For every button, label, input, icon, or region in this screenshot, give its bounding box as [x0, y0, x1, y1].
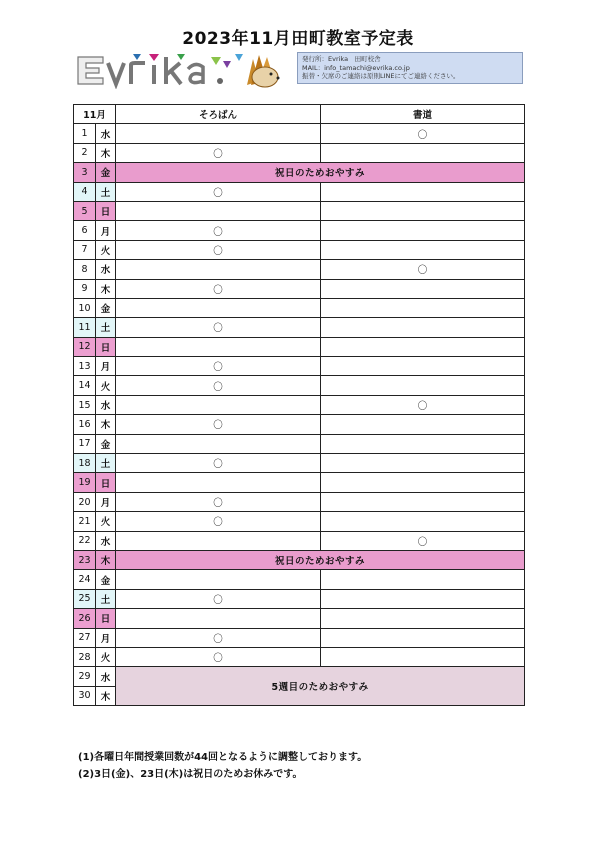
- table-row: [74, 337, 525, 356]
- weekday: 月: [96, 357, 116, 376]
- table-row: [74, 415, 525, 434]
- table-row: [74, 512, 525, 531]
- weekday: 水: [96, 260, 116, 279]
- shodo-cell: [321, 589, 525, 608]
- day-number: 10: [74, 298, 96, 317]
- weekday: 日: [96, 609, 116, 628]
- soroban-cell: 〇: [116, 240, 321, 259]
- day-number: 20: [74, 492, 96, 511]
- weekday: 火: [96, 376, 116, 395]
- table-row: [74, 143, 525, 162]
- shodo-cell: [321, 279, 525, 298]
- soroban-cell: [116, 201, 321, 220]
- weekday: 火: [96, 512, 116, 531]
- day-number: 8: [74, 260, 96, 279]
- shodo-cell: [321, 240, 525, 259]
- info-publisher: 発行所：Evrika 田町校舎: [302, 55, 381, 63]
- soroban-cell: [116, 395, 321, 414]
- info-contact-note: 振替・欠席のご連絡は原則LINEにてご連絡ください。: [302, 72, 460, 80]
- day-number: 6: [74, 221, 96, 240]
- info-email: MAIL：info_tamachi@evrika.co.jp: [302, 63, 410, 72]
- shodo-cell: [321, 609, 525, 628]
- soroban-cell: 〇: [116, 143, 321, 162]
- footnotes: [78, 749, 367, 783]
- contact-info-box: [297, 52, 523, 84]
- weekday: 日: [96, 473, 116, 492]
- weekday: 木: [96, 143, 116, 162]
- shodo-cell: 〇: [321, 260, 525, 279]
- table-row: [74, 201, 525, 220]
- shodo-cell: [321, 201, 525, 220]
- shodo-cell: 〇: [321, 531, 525, 550]
- weekday: 土: [96, 318, 116, 337]
- weekday: 金: [96, 570, 116, 589]
- shodo-cell: [321, 434, 525, 453]
- evrika-logo-graphic: [75, 51, 283, 89]
- table-row: [74, 531, 525, 550]
- shodo-cell: [321, 376, 525, 395]
- shodo-cell: [321, 357, 525, 376]
- weekday: 水: [96, 667, 116, 686]
- day-number: 1: [74, 124, 96, 143]
- weekday: 水: [96, 531, 116, 550]
- table-row: [74, 454, 525, 473]
- weekday: 土: [96, 589, 116, 608]
- table-row: [74, 434, 525, 453]
- weekday: 金: [96, 434, 116, 453]
- soroban-cell: [116, 570, 321, 589]
- header-soroban: そろばん: [116, 105, 321, 124]
- day-number: 23: [74, 550, 96, 569]
- weekday: 木: [96, 686, 116, 705]
- day-number: 13: [74, 357, 96, 376]
- table-row: [74, 182, 525, 201]
- fifth-week-note: 5週目のためおやすみ: [116, 667, 525, 706]
- table-row: [74, 628, 525, 647]
- weekday: 木: [96, 415, 116, 434]
- day-number: 28: [74, 647, 96, 666]
- soroban-cell: 〇: [116, 492, 321, 511]
- table-row: [74, 647, 525, 666]
- soroban-cell: 〇: [116, 628, 321, 647]
- table-row: [74, 667, 525, 686]
- holiday-note: 祝日のためおやすみ: [116, 550, 525, 569]
- soroban-cell: 〇: [116, 415, 321, 434]
- day-number: 17: [74, 434, 96, 453]
- day-number: 11: [74, 318, 96, 337]
- soroban-cell: [116, 434, 321, 453]
- day-number: 27: [74, 628, 96, 647]
- table-row: [74, 221, 525, 240]
- shodo-cell: [321, 143, 525, 162]
- weekday: 水: [96, 124, 116, 143]
- header-month: 11月: [74, 105, 116, 124]
- day-number: 12: [74, 337, 96, 356]
- shodo-cell: [321, 415, 525, 434]
- day-number: 30: [74, 686, 96, 705]
- table-row: [74, 318, 525, 337]
- weekday: 木: [96, 279, 116, 298]
- soroban-cell: [116, 531, 321, 550]
- evrika-logo: [75, 51, 283, 89]
- shodo-cell: [321, 570, 525, 589]
- weekday: 日: [96, 201, 116, 220]
- day-number: 16: [74, 415, 96, 434]
- shodo-cell: [321, 298, 525, 317]
- weekday: 月: [96, 221, 116, 240]
- weekday: 月: [96, 628, 116, 647]
- soroban-cell: 〇: [116, 376, 321, 395]
- shodo-cell: [321, 492, 525, 511]
- shodo-cell: [321, 473, 525, 492]
- table-row: [74, 357, 525, 376]
- weekday: 月: [96, 492, 116, 511]
- table-row: [74, 570, 525, 589]
- table-row: [74, 395, 525, 414]
- soroban-cell: 〇: [116, 512, 321, 531]
- footnote-2: (2)3日(金)、23日(木)は祝日のためお休みです。: [78, 769, 303, 780]
- soroban-cell: [116, 337, 321, 356]
- shodo-cell: [321, 454, 525, 473]
- table-row: [74, 124, 525, 143]
- soroban-cell: [116, 609, 321, 628]
- shodo-cell: [321, 182, 525, 201]
- soroban-cell: [116, 473, 321, 492]
- soroban-cell: 〇: [116, 589, 321, 608]
- table-row: [74, 163, 525, 182]
- table-row: [74, 589, 525, 608]
- soroban-cell: 〇: [116, 647, 321, 666]
- header-shodo: 書道: [321, 105, 525, 124]
- weekday: 日: [96, 337, 116, 356]
- weekday: 金: [96, 298, 116, 317]
- shodo-cell: 〇: [321, 395, 525, 414]
- footnote-1: (1)各曜日年間授業回数が44回となるように調整しております。: [78, 752, 368, 763]
- table-row: [74, 492, 525, 511]
- day-number: 25: [74, 589, 96, 608]
- shodo-cell: 〇: [321, 124, 525, 143]
- day-number: 22: [74, 531, 96, 550]
- soroban-cell: [116, 124, 321, 143]
- day-number: 14: [74, 376, 96, 395]
- soroban-cell: 〇: [116, 279, 321, 298]
- weekday: 火: [96, 240, 116, 259]
- day-number: 19: [74, 473, 96, 492]
- weekday: 木: [96, 550, 116, 569]
- day-number: 2: [74, 143, 96, 162]
- soroban-cell: 〇: [116, 454, 321, 473]
- page-title: 2023年11月田町教室予定表: [182, 29, 414, 49]
- shodo-cell: [321, 512, 525, 531]
- day-number: 4: [74, 182, 96, 201]
- day-number: 18: [74, 454, 96, 473]
- day-number: 24: [74, 570, 96, 589]
- table-row: [74, 376, 525, 395]
- soroban-cell: [116, 260, 321, 279]
- weekday: 火: [96, 647, 116, 666]
- table-row: [74, 550, 525, 569]
- soroban-cell: 〇: [116, 221, 321, 240]
- holiday-note: 祝日のためおやすみ: [116, 163, 525, 182]
- shodo-cell: [321, 628, 525, 647]
- table-row: [74, 260, 525, 279]
- shodo-cell: [321, 337, 525, 356]
- soroban-cell: 〇: [116, 318, 321, 337]
- weekday: 土: [96, 182, 116, 201]
- table-row: [74, 473, 525, 492]
- weekday: 金: [96, 163, 116, 182]
- day-number: 3: [74, 163, 96, 182]
- table-row: [74, 240, 525, 259]
- soroban-cell: [116, 298, 321, 317]
- day-number: 9: [74, 279, 96, 298]
- day-number: 21: [74, 512, 96, 531]
- table-row: [74, 609, 525, 628]
- schedule-body: [74, 124, 525, 706]
- shodo-cell: [321, 318, 525, 337]
- table-row: [74, 298, 525, 317]
- day-number: 26: [74, 609, 96, 628]
- soroban-cell: 〇: [116, 182, 321, 201]
- table-header-row: [74, 105, 525, 124]
- shodo-cell: [321, 647, 525, 666]
- day-number: 5: [74, 201, 96, 220]
- table-row: [74, 279, 525, 298]
- weekday: 土: [96, 454, 116, 473]
- weekday: 水: [96, 395, 116, 414]
- schedule-table: [73, 104, 525, 706]
- day-number: 29: [74, 667, 96, 686]
- shodo-cell: [321, 221, 525, 240]
- soroban-cell: 〇: [116, 357, 321, 376]
- day-number: 7: [74, 240, 96, 259]
- day-number: 15: [74, 395, 96, 414]
